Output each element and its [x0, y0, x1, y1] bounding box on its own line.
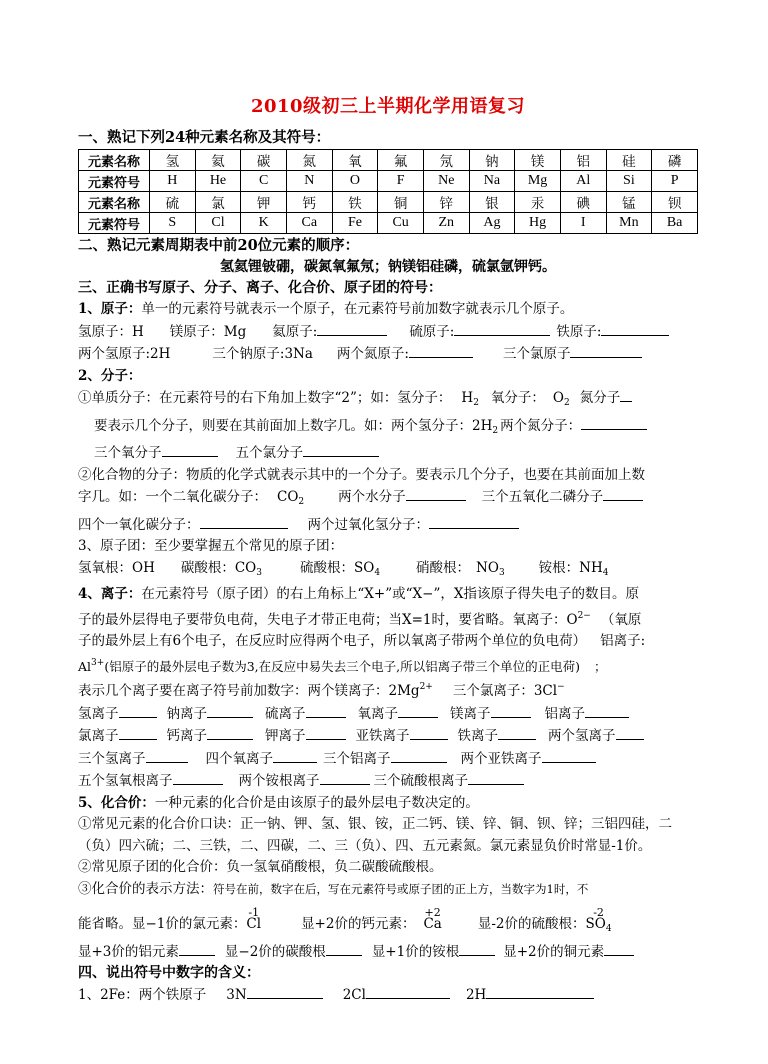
q-magnesium-atom: 镁原子：Mg	[169, 323, 247, 340]
answer-blank[interactable]	[603, 486, 643, 501]
answer-blank[interactable]	[391, 748, 447, 763]
q-one-co2: 字几。如：一个二氧化碳分子：	[78, 489, 267, 505]
element-name-cell: 氧	[332, 150, 378, 171]
molecule-line-3	[78, 442, 698, 465]
q-ion: 五个氢氧根离子	[78, 773, 173, 789]
ion-line-4	[78, 653, 698, 678]
element-name-cell: 锌	[423, 192, 469, 213]
answer-blank[interactable]	[406, 486, 466, 501]
subscript: 2	[473, 398, 479, 408]
molecule-rule-1: ①单质分子：在元素符号的右下角加上数字“2”；如：氢分子：	[78, 390, 452, 406]
answer-blank[interactable]	[620, 387, 632, 402]
worksheet	[78, 92, 698, 1007]
element-symbol-cell: C	[241, 171, 287, 192]
answer-blank[interactable]	[468, 770, 524, 785]
answer-blank[interactable]	[162, 442, 218, 457]
element-symbol-cell: Ag	[469, 213, 515, 234]
element-symbol-cell: Al	[560, 171, 606, 192]
element-symbol-cell: S	[150, 213, 196, 234]
q-iron-atom: 铁原子:	[556, 323, 602, 340]
valence-value: -2	[593, 906, 604, 919]
element-table-row	[79, 150, 698, 171]
element-symbol-cell: Fe	[332, 213, 378, 234]
answer-blank[interactable]	[454, 321, 550, 336]
molecule-rule-2: 要表示几个分子，则要在其前面加上数字几。如：两个氢分子：2H	[94, 417, 493, 434]
answer-blank[interactable]	[317, 321, 387, 336]
valence-value: +2	[424, 906, 441, 919]
ion-row-4	[78, 770, 698, 793]
answer-blank[interactable]	[320, 770, 370, 785]
element-row-header: 元素符号	[79, 171, 150, 192]
q-ion: 两个亚铁离子	[460, 750, 542, 767]
q-valence: 显+2价的铜元素	[503, 943, 605, 960]
q-ion: 铁离子	[457, 728, 498, 744]
answer-blank[interactable]	[179, 941, 215, 956]
h-letter: H	[461, 390, 474, 406]
atom-line-1	[78, 321, 698, 344]
ion-rule-4: (铝原子的最外层电子数为3,在反应中易失去三个电子,所以铝离子带三个单位的正电荷)	[104, 658, 580, 674]
answer-blank[interactable]	[303, 442, 379, 457]
element-symbol-cell: K	[241, 213, 287, 234]
q-five-cl-molecules: 五个氯分子	[235, 445, 303, 461]
section-2-heading: 二、熟记元素周期表中前20位元素的顺序：	[78, 237, 360, 254]
subscript: 2	[298, 497, 305, 507]
subscript: 4	[602, 567, 609, 578]
q-2h: 2H	[465, 987, 487, 1003]
element-name-cell: 锰	[606, 192, 652, 213]
element-symbol: Ca	[423, 916, 442, 932]
q-ion: 钾离子	[265, 728, 306, 744]
answer-blank[interactable]	[542, 748, 596, 763]
q-2cl: 2Cl	[342, 987, 366, 1003]
sulfate	[300, 560, 380, 576]
q-valence: 显−2价的碳酸根	[224, 943, 326, 960]
q-ion: 两个氢离子	[548, 728, 616, 744]
q-ion: 三个氢离子	[78, 750, 146, 767]
q-ion: 三个硫酸根离子	[373, 773, 468, 789]
q-two-n-molecules: 两个氮分子：	[500, 417, 582, 434]
meaning-line	[78, 984, 698, 1007]
page-title: 2010级初三上半期化学用语复习	[250, 96, 526, 117]
element-table-row	[79, 213, 698, 234]
h2-symbol	[461, 390, 479, 406]
element-name-cell: 钠	[469, 150, 515, 171]
ca-valence-mark	[423, 906, 442, 936]
valence-rhyme-1: ①常见元素的化合价口诀：正一钠、钾、氢、银、铵，正二钙、镁、锌、铜、钡、锌；三铝四硅，二	[78, 816, 672, 832]
q-nitrogen-molecule: 氮分子	[579, 390, 621, 406]
ion-line-5	[78, 677, 698, 703]
q-valence: 显+3价的铝元素	[78, 943, 179, 960]
answer-blank[interactable]	[326, 941, 362, 956]
element-symbol-cell: Na	[469, 171, 515, 192]
element-symbol-cell: Mg	[515, 171, 561, 192]
answer-blank[interactable]	[604, 941, 634, 956]
q-3n: 3N	[226, 987, 247, 1003]
so4-valence-mark	[585, 906, 612, 941]
element-name-cell: 镁	[515, 150, 561, 171]
element-name-cell: 碘	[560, 192, 606, 213]
element-name-cell: 磷	[652, 150, 698, 171]
carbonate	[181, 560, 262, 576]
q-ion: 铝离子	[544, 705, 585, 722]
answer-blank[interactable]	[207, 703, 253, 718]
valence-title: 5、化合价：	[78, 794, 155, 811]
subscript: 4	[374, 567, 381, 578]
section-4-heading: 四、说出符号中数字的含义：	[78, 965, 260, 981]
element-name-cell: 硫	[150, 192, 196, 213]
element-name-cell: 碳	[241, 150, 287, 171]
answer-blank[interactable]	[498, 725, 536, 740]
superscript: 2−	[577, 610, 591, 621]
element-symbol-cell: Zn	[423, 213, 469, 234]
ion-row-2	[78, 725, 698, 748]
atom-title: 1、原子：	[78, 301, 142, 317]
ion-line-3	[78, 631, 698, 653]
answer-blank[interactable]	[601, 321, 669, 336]
molecule-line-4: ②化合物的分子：物质的化学式就表示其中的一个分子。要表示几个分子，也要在其前面加上数	[78, 466, 645, 483]
element-name-cell: 汞	[515, 192, 561, 213]
periodic-sequence: 氢氦锂铍硼，碳氮氧氟氖；钠镁铝硅磷，硫氯氩钾钙。	[220, 259, 556, 275]
element-symbol-cell: Hg	[515, 213, 561, 234]
ion-line-2	[78, 606, 698, 632]
valence-desc: 一种元素的化合价是由该原子的最外层电子数决定的。	[154, 794, 479, 811]
q-two-h2o2: 两个过氧化氢分子：	[307, 516, 429, 533]
answer-blank[interactable]	[459, 941, 495, 956]
element-name-cell: 氟	[378, 150, 424, 171]
ammonium	[539, 560, 609, 576]
element-name-cell: 硅	[606, 150, 652, 171]
answer-blank[interactable]	[491, 703, 531, 718]
o2-symbol	[553, 390, 570, 406]
superscript: 3+	[91, 657, 105, 668]
element-row-header: 元素名称	[79, 150, 150, 171]
valence-intro	[78, 793, 698, 815]
molecule-title: 2、分子：	[78, 367, 142, 384]
element-symbol-cell: Cl	[195, 213, 241, 234]
answer-blank[interactable]	[486, 984, 594, 999]
co-letters: CO	[277, 489, 299, 505]
q-cl-valence: 能省略。显−1价的氯元素：	[78, 916, 247, 932]
valence-examples	[78, 906, 698, 941]
q-ion: 氯离子	[78, 728, 119, 744]
o-letter: O	[552, 390, 564, 406]
q-ion: 镁离子	[450, 705, 491, 722]
q-sulfur-atom: 硫原子:	[409, 323, 455, 340]
q-ion: 钠离子	[166, 705, 207, 722]
answer-blank[interactable]	[366, 984, 450, 999]
element-symbol-cell: I	[560, 213, 606, 234]
ion-rule-5b: 三个氯离子：3Cl	[452, 683, 558, 699]
ion-rule-3b: 铝离子:	[600, 633, 646, 649]
molecule-line-6	[78, 514, 698, 537]
element-symbol-cell: He	[195, 171, 241, 192]
element-symbol-cell: Ba	[652, 213, 698, 234]
valence-rhyme-2: （负）四六硫；二、三铁，二、四碳，二、三（负）、四、五元素氮。氯元素显负价时常显-1价。	[78, 837, 652, 854]
element-symbol-cell: O	[332, 171, 378, 192]
answer-blank[interactable]	[306, 725, 346, 740]
q-hydrogen-atom: 氢原子：H	[78, 323, 144, 340]
subscript: 3	[498, 567, 505, 578]
q-three-o-molecules: 三个氧分子	[94, 445, 162, 461]
nitrate-formula: NO	[476, 559, 499, 576]
subscript: 4	[605, 924, 612, 934]
valence-questions	[78, 941, 698, 964]
element-symbol-cell: Mn	[606, 213, 652, 234]
answer-blank[interactable]	[585, 703, 629, 718]
element-name-cell: 钙	[286, 192, 332, 213]
element-row-header: 元素符号	[79, 213, 150, 234]
answer-blank[interactable]	[200, 514, 288, 529]
element-table-row	[79, 171, 698, 192]
answer-blank[interactable]	[247, 984, 323, 999]
answer-blank[interactable]	[398, 703, 438, 718]
element-name-cell: 银	[469, 192, 515, 213]
element-symbol-cell: H	[150, 171, 196, 192]
q-three-p2o5: 三个五氧化二磷分子	[481, 489, 604, 505]
element-name-cell: 铁	[332, 192, 378, 213]
element-symbol-cell: Ne	[423, 171, 469, 192]
group-title: 3、原子团：至少要掌握五个常见的原子团：	[78, 538, 344, 554]
valence-notation	[78, 879, 698, 901]
q-ca-valence: 显+2价的钙元素：	[301, 916, 416, 932]
subscript: 2	[564, 398, 570, 408]
q-helium-atom: 氦原子:	[272, 323, 318, 340]
answer-blank[interactable]	[570, 343, 642, 358]
q-ion: 氧离子	[357, 705, 398, 722]
q-2fe: 1、2Fe：两个铁原子	[78, 987, 207, 1003]
ion-row-1	[78, 703, 698, 726]
q-ion: 四个氧离子	[205, 750, 273, 767]
answer-blank[interactable]	[429, 514, 519, 529]
sulfate-label: 硫酸根：SO	[299, 559, 375, 576]
element-name-cell: 钡	[652, 192, 698, 213]
answer-blank[interactable]	[410, 725, 448, 740]
ion-title: 4、离子：	[78, 586, 142, 602]
semicolon: ；	[593, 658, 607, 674]
answer-blank[interactable]	[581, 415, 647, 430]
nitrate-label: 硝酸根：	[416, 559, 471, 576]
molecule-line-5	[78, 486, 698, 514]
superscript: −	[557, 682, 565, 692]
valence-value: -1	[248, 906, 260, 919]
group-line	[78, 558, 698, 585]
answer-blank[interactable]	[207, 725, 253, 740]
q-oxygen-molecule: 氧分子：	[490, 390, 545, 406]
ion-row-3	[78, 748, 698, 771]
atom-intro	[78, 299, 698, 321]
cl-valence-mark	[246, 906, 262, 936]
answer-blank[interactable]	[306, 703, 346, 718]
subscript: 3	[256, 567, 262, 578]
answer-blank[interactable]	[119, 725, 157, 740]
element-name-cell: 氢	[150, 150, 196, 171]
q-four-co: 四个一氧化碳分子：	[78, 516, 200, 533]
co2-symbol	[277, 489, 304, 505]
ion-rule-2: 子的最外层得电子要带负电荷，失电子才带正电荷；当X=1时，要省略。氧离子：O	[78, 611, 578, 628]
q-two-h-atoms: 两个氢原子:2H	[78, 346, 171, 362]
q-ion: 硫离子	[265, 705, 306, 722]
valence-notation-label: ③化合价的表示方法：	[78, 880, 213, 897]
q-ion: 三个铝离子	[323, 750, 391, 767]
element-table	[78, 149, 698, 234]
element-name-cell: 钾	[241, 192, 287, 213]
element-symbol-cell: Cu	[378, 213, 424, 234]
element-table-row	[79, 192, 698, 213]
element-name-cell: 氖	[423, 150, 469, 171]
element-name-cell: 氮	[286, 150, 332, 171]
q-two-n-atoms: 两个氮原子:	[336, 346, 409, 362]
answer-blank[interactable]	[409, 343, 473, 358]
q-three-na-atoms: 三个钠原子:3Na	[212, 346, 313, 362]
valence-groups: ②常见原子团的化合价：负一氢氧硝酸根，负二碳酸硫酸根。	[78, 859, 443, 875]
element-symbol-cell: F	[378, 171, 424, 192]
q-valence: 显+1价的铵根	[371, 943, 460, 960]
ion-rule-3: 子的最外层上有6个电子，在反应时应得两个电子，所以氧离子带两个单位的负电荷）	[78, 633, 587, 649]
element-name-cell: 铝	[560, 150, 606, 171]
element-symbol-cell: Ca	[286, 213, 332, 234]
atom-desc: 单一的元素符号就表示一个原子，在元素符号前加数字就表示几个原子。	[141, 301, 574, 317]
ion-rule-2b: （氧原	[600, 611, 642, 628]
answer-blank[interactable]	[119, 703, 157, 718]
answer-blank[interactable]	[273, 748, 317, 763]
q-ion: 氢离子	[78, 705, 119, 722]
ion-line-1	[78, 584, 698, 606]
carbonate-label: 碳酸根：CO	[180, 559, 257, 576]
section-3-heading: 三、正确书写原子、分子、离子、化合价、原子团的符号：	[78, 280, 442, 296]
q-ion: 钙离子	[166, 728, 207, 744]
element-name-cell: 氦	[195, 150, 241, 171]
element-name-cell: 氯	[195, 192, 241, 213]
q-so4-valence: 显-2价的硫酸根：	[477, 916, 586, 932]
ion-rule: 在元素符号（原子团）的右上角标上“X+”或“X−”，X指该原子得失电子的数目。原	[141, 586, 639, 602]
superscript: 2+	[419, 682, 433, 692]
hydroxide: 氢氧根：OH	[78, 559, 155, 576]
answer-blank[interactable]	[173, 770, 223, 785]
element-name-cell: 铜	[378, 192, 424, 213]
q-two-water: 两个水分子	[338, 489, 406, 505]
molecule-line-1	[78, 387, 698, 415]
element-symbol-cell: Si	[606, 171, 652, 192]
section-1-heading: 一、熟记下列24种元素名称及其符号：	[78, 129, 331, 146]
element-row-header: 元素名称	[79, 192, 150, 213]
answer-blank[interactable]	[146, 748, 188, 763]
atom-line-2	[78, 343, 698, 366]
molecule-line-2	[78, 415, 698, 443]
element-symbol: SO	[585, 916, 606, 932]
element-symbol: Cl	[246, 916, 262, 932]
valence-notation-rule: 符号在前，数字在后，写在元素符号或原子团的正上方，当数字为1时，不	[213, 881, 589, 896]
element-symbol-cell: P	[652, 171, 698, 192]
q-ion: 两个铵根离子	[238, 773, 320, 789]
q-three-cl-atoms: 三个氯原子	[502, 346, 571, 362]
element-symbol-cell: N	[286, 171, 332, 192]
answer-blank[interactable]	[616, 725, 644, 740]
q-ion: 亚铁离子	[355, 728, 410, 744]
nitrate	[416, 560, 505, 576]
subscript: 2	[492, 425, 499, 436]
al-symbol: Al	[78, 658, 92, 674]
ion-rule-5: 表示几个离子要在离子符号前加数字：两个镁离子：2Mg	[78, 683, 420, 699]
ammonium-label: 铵根：NH	[538, 559, 603, 576]
